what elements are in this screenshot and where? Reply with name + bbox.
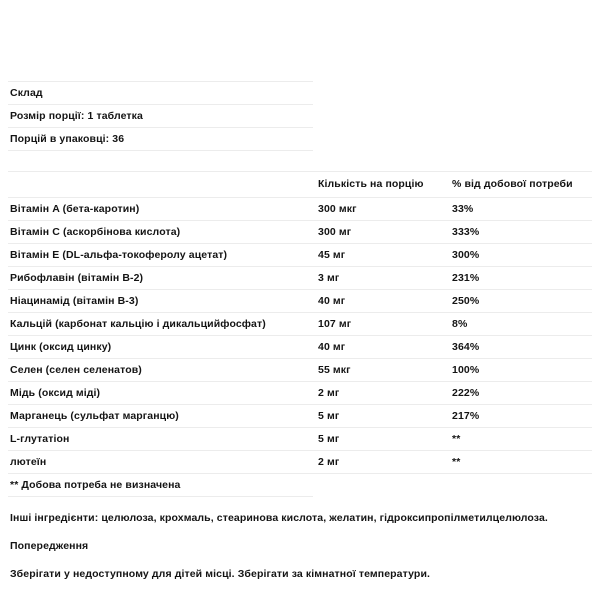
row-spacer [8,151,592,172]
composition-title-label: Склад [8,82,313,105]
row-daily-value-footnote [8,474,592,497]
table-row [8,198,592,221]
nutrient-name: Вітамін A (бета-каротин) [8,198,313,221]
nutrient-name: Вітамін E (DL-альфа-токоферолу ацетат) [8,244,313,267]
table-row [8,313,592,336]
nutrient-daily-value: 364% [447,336,592,359]
nutrient-amount: 40 мг [313,290,447,313]
table-row [8,221,592,244]
nutrient-name: Ніацинамід (вітамін B-3) [8,290,313,313]
serving-size-dv [447,105,592,128]
row-servings-per-container [8,128,592,151]
other-ingredients-text: Інші інгредієнти: целюлоза, крохмаль, стеаринова кислота, желатин, гідроксипропілметилцелюлоза. [10,512,548,524]
nutrient-name: Марганець (сульфат марганцю) [8,405,313,428]
supplement-facts-table [8,81,592,497]
nutrient-name: Мідь (оксид міді) [8,382,313,405]
nutrient-amount: 55 мкг [313,359,447,382]
nutrient-amount: 3 мг [313,267,447,290]
serving-size-label: Розмір порції: 1 таблетка [8,105,313,128]
table-header-row [8,172,592,198]
table-row [8,382,592,405]
table-row [8,451,592,474]
nutrient-amount: 45 мг [313,244,447,267]
nutrient-name: L-глутатіон [8,428,313,451]
table-row [8,405,592,428]
nutrient-amount: 300 мкг [313,198,447,221]
nutrient-daily-value: 217% [447,405,592,428]
nutrient-daily-value: 100% [447,359,592,382]
nutrient-daily-value: 300% [447,244,592,267]
nutrient-daily-value: 333% [447,221,592,244]
daily-value-footnote-amount [313,474,447,497]
nutrient-daily-value: 8% [447,313,592,336]
warning-text: Зберігати у недоступному для дітей місці. Зберігати за кімнатної температури. [10,568,431,580]
row-composition-title [8,82,592,105]
facts-table-body [8,82,592,497]
table-row [8,336,592,359]
table-row [8,428,592,451]
nutrient-name: Рибофлавін (вітамін B-2) [8,267,313,290]
table-row [8,267,592,290]
column-header-daily-value: % від добової потреби [447,172,592,198]
nutrient-daily-value: ** [447,428,592,451]
nutrient-amount: 5 мг [313,405,447,428]
composition-title-dv [447,82,592,105]
nutrient-name: Вітамін C (аскорбінова кислота) [8,221,313,244]
nutrient-amount: 5 мг [313,428,447,451]
table-row [8,244,592,267]
serving-size-amount [313,105,447,128]
servings-per-container-dv [447,128,592,151]
spacer-dv [447,151,592,172]
spacer-amount [313,151,447,172]
nutrient-daily-value: 33% [447,198,592,221]
row-serving-size [8,105,592,128]
nutrient-daily-value: 231% [447,267,592,290]
table-row [8,290,592,313]
nutrient-name: Цинк (оксид цинку) [8,336,313,359]
column-header-amount-per-serving: Кількість на порцію [313,172,447,198]
nutrient-daily-value: ** [447,451,592,474]
servings-per-container-label: Порцій в упаковці: 36 [8,128,313,151]
nutrient-amount: 40 мг [313,336,447,359]
servings-per-container-amount [313,128,447,151]
panel-footer [8,497,592,581]
nutrient-daily-value: 222% [447,382,592,405]
nutrient-name: Кальцій (карбонат кальцію і дикальцийфосфат) [8,313,313,336]
composition-title-amount [313,82,447,105]
nutrient-amount: 2 мг [313,382,447,405]
warning-title: Попередження [10,540,89,552]
nutrient-name: лютеїн [8,451,313,474]
nutrient-daily-value: 250% [447,290,592,313]
top-spacer [0,0,600,81]
daily-value-footnote-label: ** Добова потреба не визначена [8,474,313,497]
nutrient-name: Селен (селен селенатов) [8,359,313,382]
nutrient-amount: 2 мг [313,451,447,474]
spacer-name [8,151,313,172]
daily-value-footnote-dv [447,474,592,497]
column-header-name [8,172,313,198]
nutrient-amount: 300 мг [313,221,447,244]
table-row [8,359,592,382]
nutrient-amount: 107 мг [313,313,447,336]
